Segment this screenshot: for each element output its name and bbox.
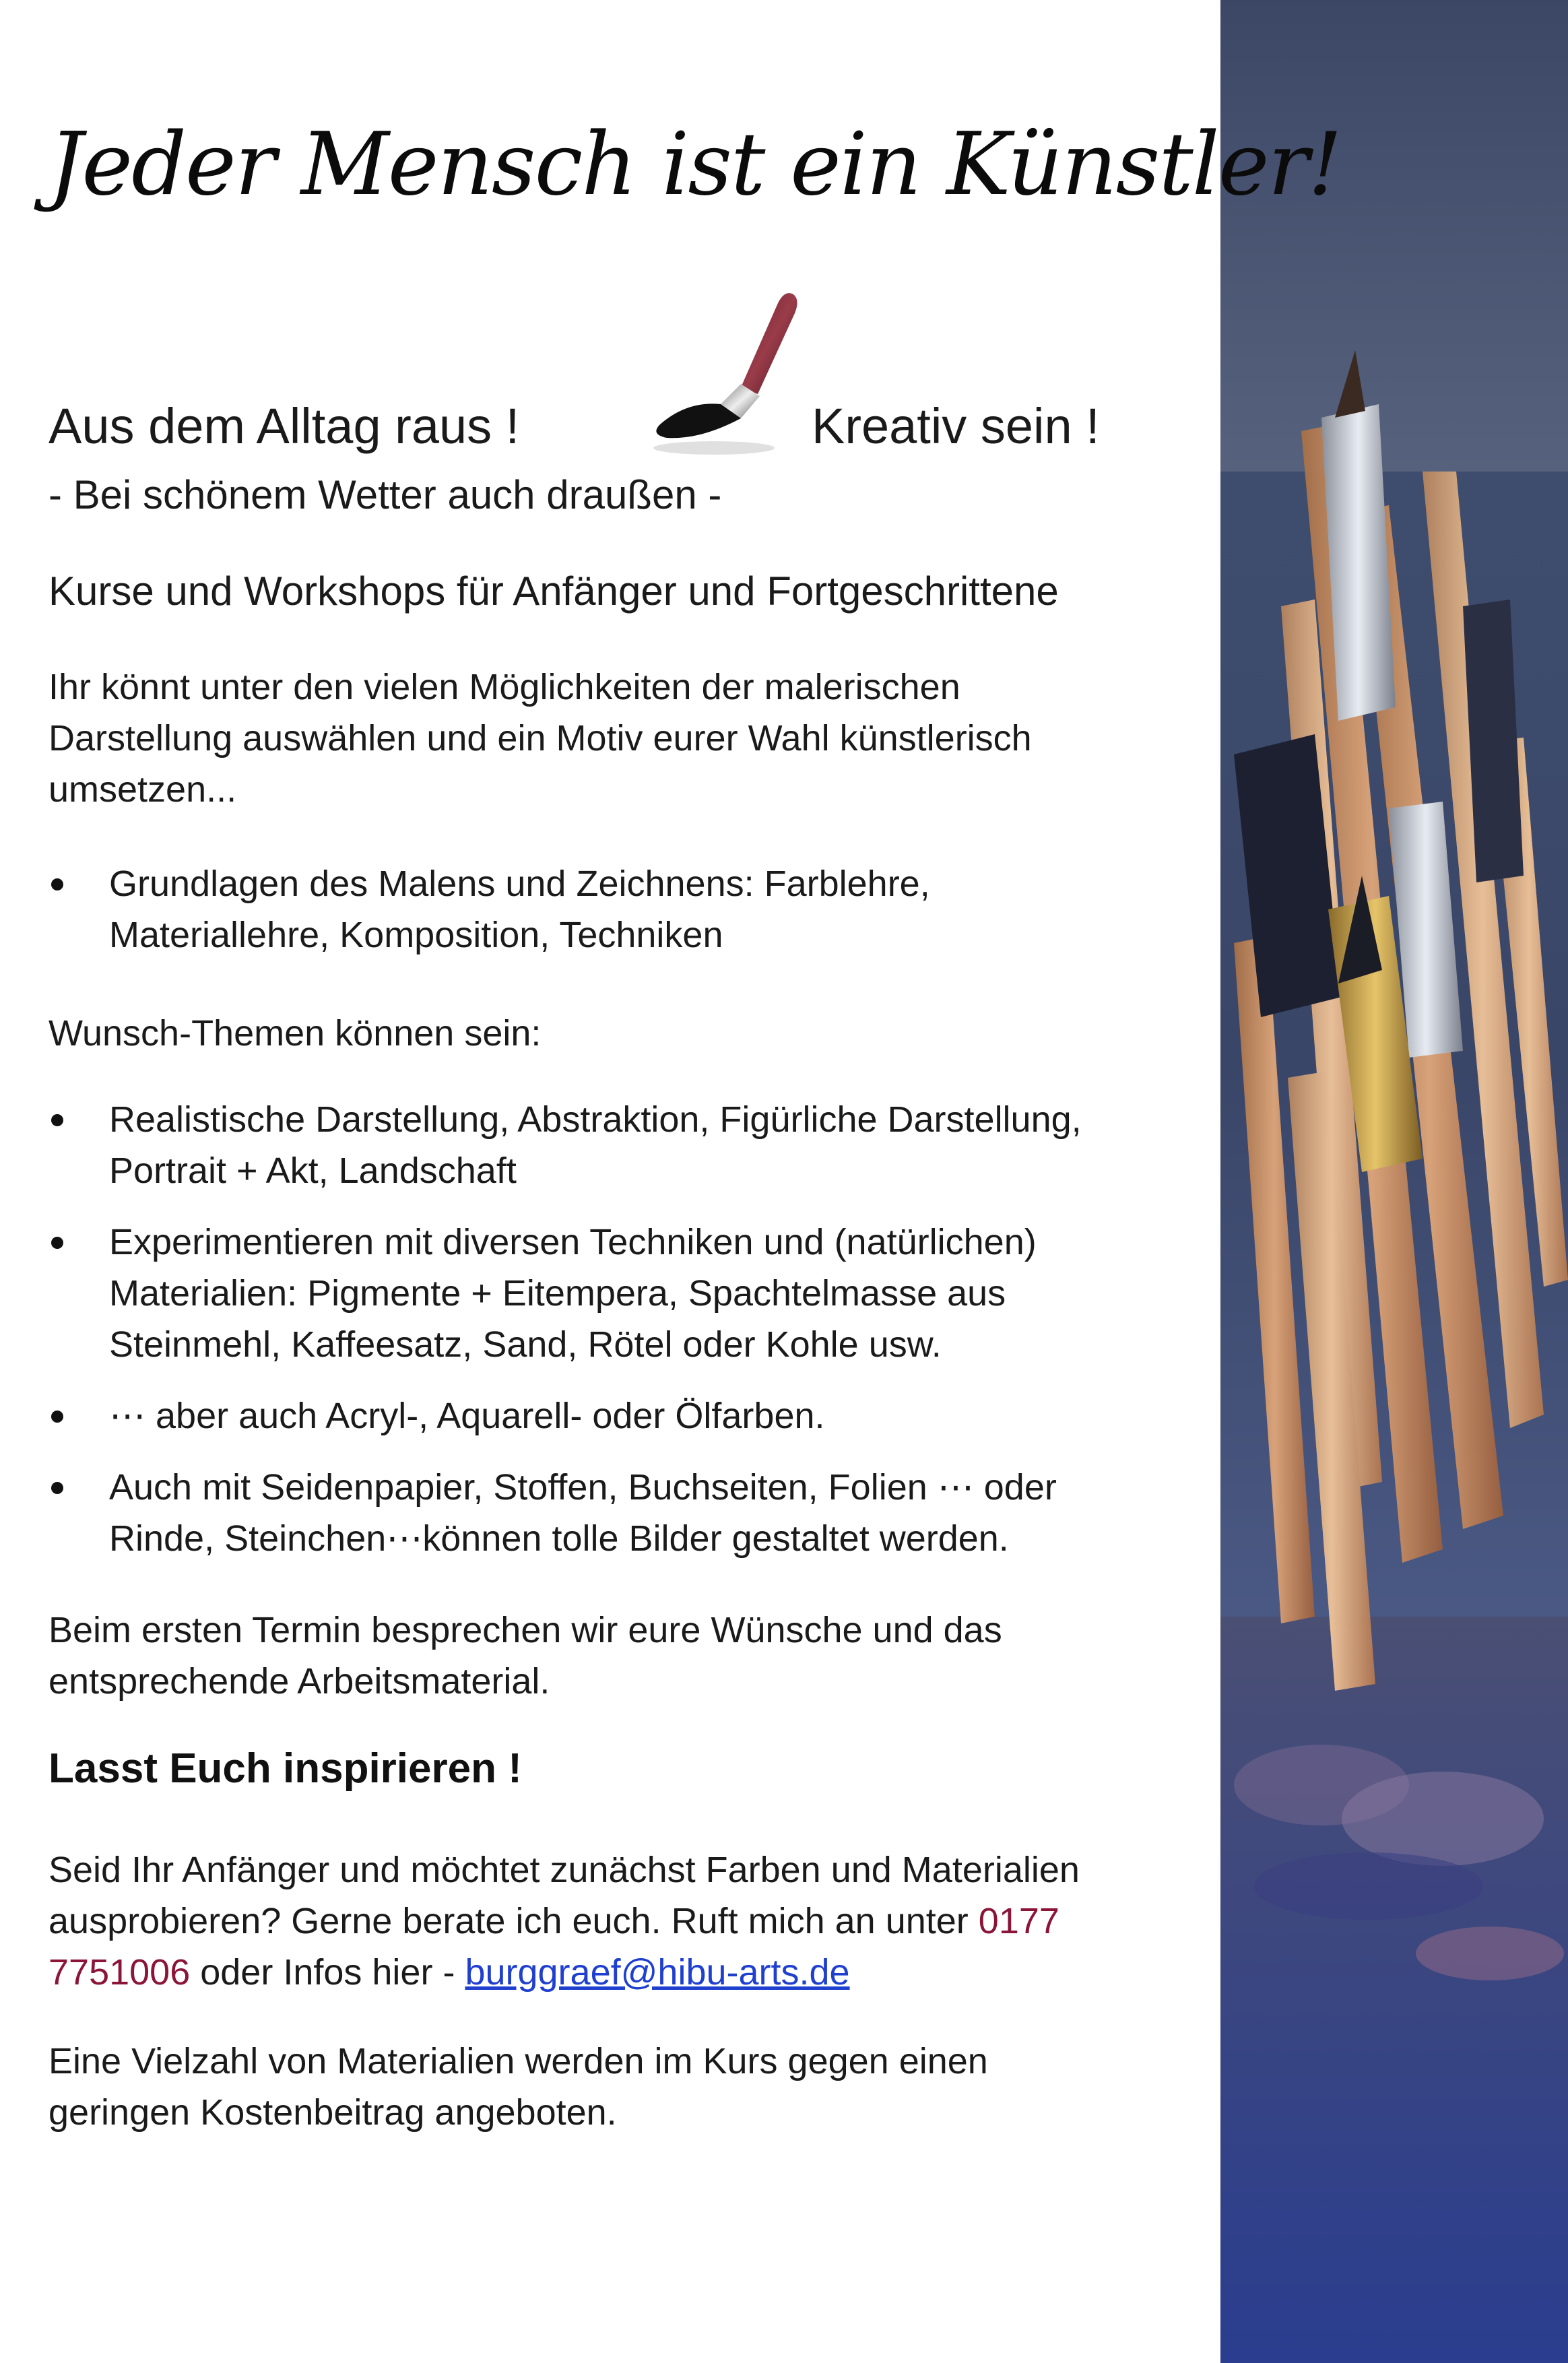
wish-heading: Wunsch-Themen können sein:: [48, 1013, 542, 1054]
phone-number-cont[interactable]: 7751006: [48, 1952, 191, 1993]
brushes-photo-strip: [1220, 0, 1568, 2363]
list-item: Auch mit Seidenpapier, Stoffen, Buchseiten, Folien ⋯ oder Rinde, Steinchen⋯können tolle Bilder gestaltet werden.: [48, 1462, 1194, 1564]
tagline-sub: - Bei schönem Wetter auch draußen -: [48, 472, 722, 517]
email-link[interactable]: burggraef@hibu-arts.de: [465, 1952, 850, 1993]
tagline-left: Aus dem Alltag raus !: [48, 398, 520, 454]
first-meeting-paragraph: Beim ersten Termin besprechen wir eure Wünsche und das entsprechende Arbeitsmaterial.: [48, 1610, 1002, 1702]
wish-topics-list: [48, 1094, 1194, 1564]
list-item: Grundlagen des Malens und Zeichnens: Farblehre, Materiallehre, Komposition, Techniken: [48, 858, 1194, 961]
intro-line: Darstellung auswählen und ein Motiv eurer Wahl künstlerisch: [48, 718, 1032, 758]
intro-paragraph: [48, 661, 1194, 815]
contact-paragraph: Seid Ihr Anfänger und möchtet zunächst Farben und Materialien ausprobieren? Gerne berate ich euch. Ruft mich an unter 0177 7751006 oder Infos hier - burggraef@hibu-arts.de: [48, 1850, 1080, 1993]
materials-paragraph: Eine Vielzahl von Materialien werden im Kurs gegen einen geringen Kostenbeitrag angeboten.: [48, 2041, 988, 2133]
headline: Kurse und Workshops für Anfänger und Fortgeschrittene: [48, 569, 1059, 614]
basics-list: [48, 858, 1194, 961]
page-title: Jeder Mensch ist ein Künstler!: [48, 115, 1342, 215]
list-item: Realistische Darstellung, Abstraktion, Figürliche Darstellung, Portrait + Akt, Landschaft: [48, 1094, 1194, 1196]
list-item: Experimentieren mit diversen Techniken und (natürlichen) Materialien: Pigmente + Eitempera, Spachtelmasse aus Steinmehl, Kaffeesatz, Sand, Rötel oder Kohle usw.: [48, 1217, 1194, 1370]
paintbrush-icon: [640, 286, 802, 461]
list-item: ⋯ aber auch Acryl-, Aquarell- oder Ölfarben.: [48, 1390, 1194, 1442]
tagline-right: Kreativ sein !: [812, 398, 1100, 454]
intro-line: Ihr könnt unter den vielen Möglichkeiten der malerischen: [48, 667, 960, 707]
brushes-illustration: [1220, 0, 1568, 2363]
intro-line: umsetzen...: [48, 769, 237, 810]
inspire-heading: Lasst Euch inspirieren !: [48, 1745, 522, 1792]
phone-number[interactable]: 0177: [978, 1901, 1059, 1941]
